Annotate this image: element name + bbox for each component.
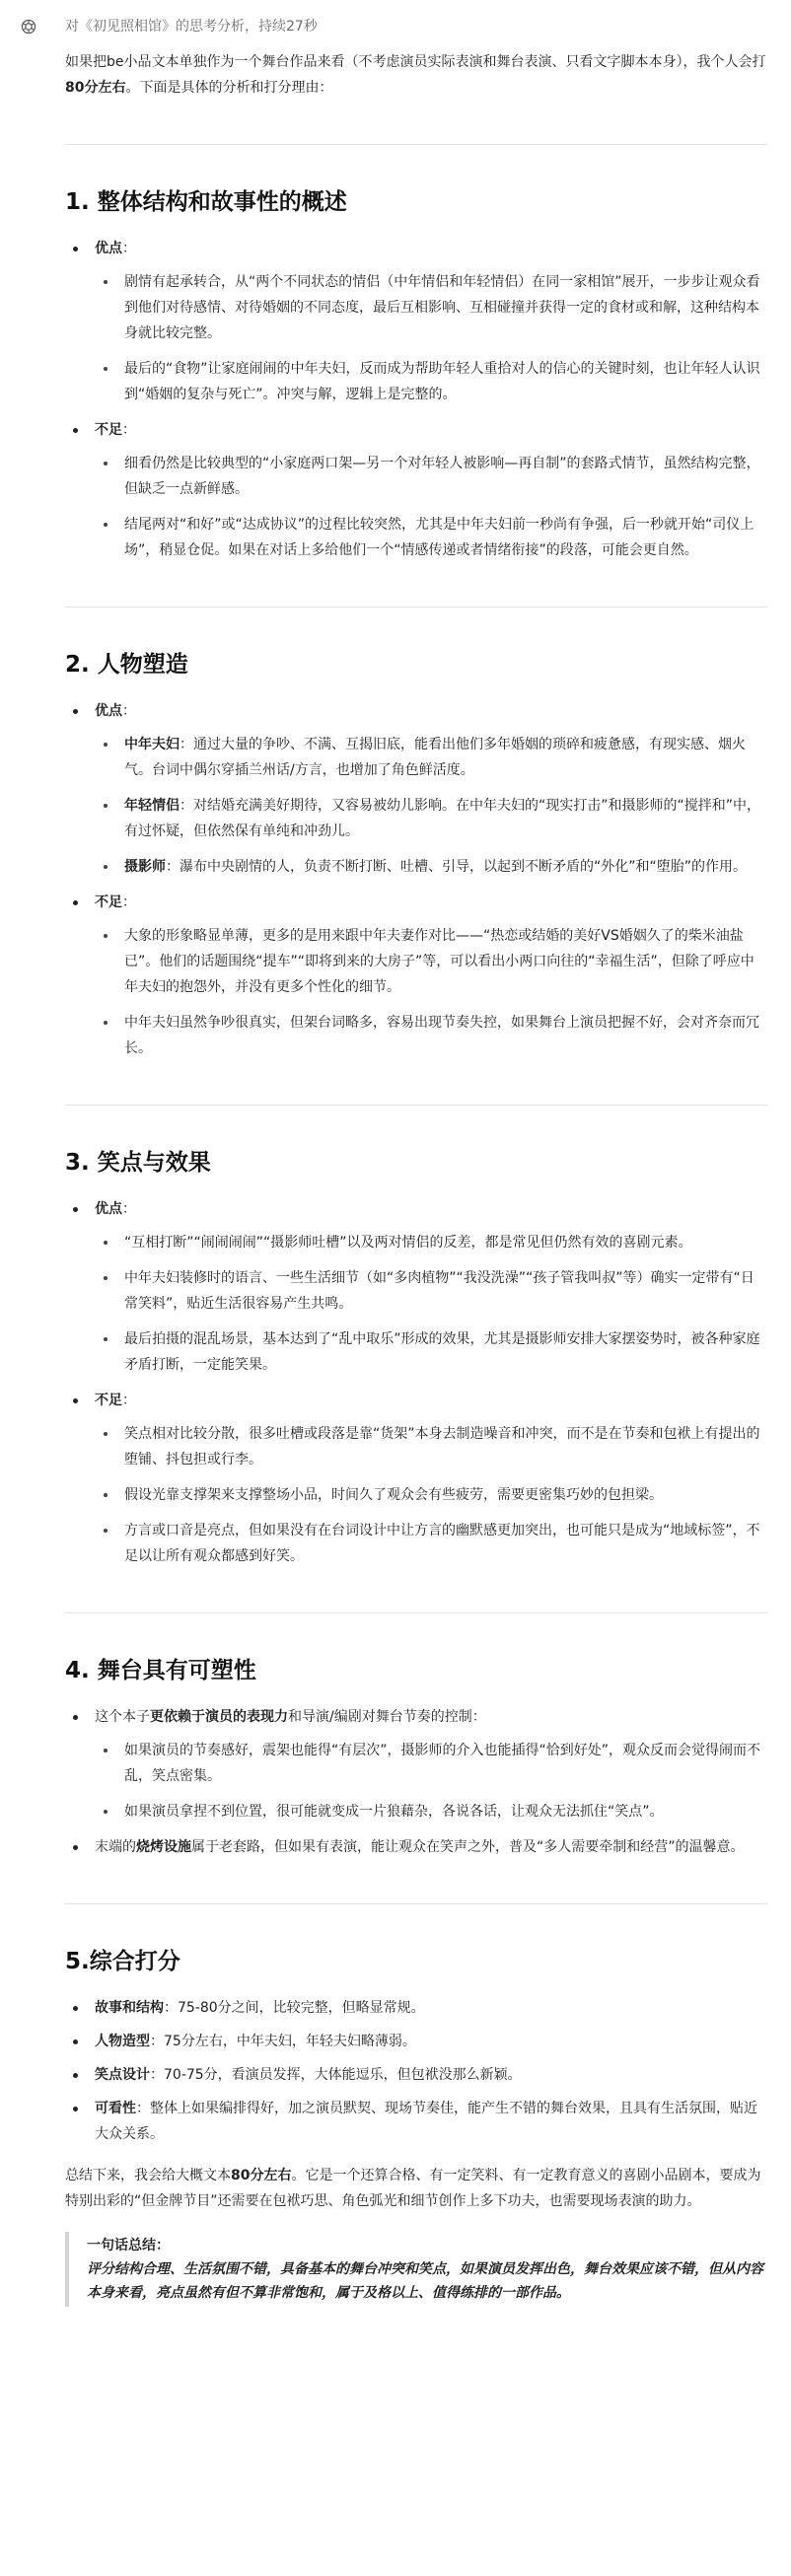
list-item: 笑点相对比较分散，很多吐槽或段落是靠“货架”本身去制造噪音和冲突，而不是在节奏和包袱上有提出的堕铺、抖包担或行李。 [95,1421,767,1472]
section-characters [65,649,767,1061]
list-item: 如果演员拿捏不到位置，很可能就变成一片狼藉杂，各说各话，让观众无法抓住“笑点”。 [95,1799,767,1825]
item-text: 和导演/编剧对舞台节奏的控制： [288,1709,486,1725]
cons-item: 不足： 大象的形象略显单薄，更多的是用来跟中年夫妻作对比——“热恋或结婚的美好VS婚姻久了的柴米油盐已”。他们的话题围绕“提车”“即将到来的大房子”等，可以看出小两口向往的“幸福生活”，但除了呼应中年夫妇的抱怨外，并没有更多个性化的细节。 中年夫妇虽然争吵很真实，但架台词略多，容易出现节奏失控，如果舞台上演员把握不好，会对齐奈而冗长。 [65,890,767,1061]
item-text: ：整体上如果编排得好，加之演员默契、现场节奏佳，能产生不错的舞台效果，且具有生活氛围，贴近大众关系。 [95,2101,757,2142]
divider [65,1903,767,1904]
cons-item: 不足： 笑点相对比较分散，很多吐槽或段落是靠“货架”本身去制造噪音和冲突，而不是在节奏和包袱上有提出的堕铺、抖包担或行李。 假设光靠支撑架来支撑整场小品，时间久了观众会有些疲劳，需要更密集巧妙的包担梁。 方言或口音是亮点，但如果没有在台词设计中让方言的幽默感更加突出，也可能只是成为“地域标签”，不足以让所有观众都感到好笑。 [65,1388,767,1569]
list-item: 假设光靠支撑架来支撑整场小品，时间久了观众会有些疲劳，需要更密集巧妙的包担梁。 [95,1482,767,1508]
pros-label: 优点 [95,703,122,719]
list-item: “互相打断”“闹闹闹闹”“摄影师吐槽”以及两对情侣的反差，都是常见但仍然有效的喜剧元素。 [95,1230,767,1255]
section-structure [65,186,767,563]
item-text: 这个本子 [95,1709,150,1725]
list-item: 大象的形象略显单薄，更多的是用来跟中年夫妻作对比——“热恋或结婚的美好VS婚姻久了的柴米油盐已”。他们的话题围绕“提车”“即将到来的大房子”等，可以看出小两口向往的“幸福生活”，但除了呼应中年夫妇的抱怨外，并没有更多个性化的细节。 [95,923,767,1000]
list-item: 细看仍然是比较典型的“小家庭两口架—另一个对年轻人被影响—再自制”的套路式情节，虽然结构完整，但缺乏一点新鲜感。 [95,451,767,502]
quote-body: 评分结构合理、生活氛围不错，具备基本的舞台冲突和笑点，如果演员发挥出色，舞台效果应该不错，但从内容本身来看，亮点虽然有但不算非常饱和，属于及格以上、值得练排的一部作品。 [87,2261,763,2301]
summary-text-1: 总结下来，我会给大概文本 [65,2168,231,2183]
pros-label: 优点 [95,241,122,256]
section-stage [65,1655,767,1860]
divider [65,1105,767,1106]
divider [65,607,767,608]
list-item: 最后拍摄的混乱场景，基本达到了“乱中取乐”形成的效果，尤其是摄影师安排大家摆姿势时，被各种家庭矛盾打断，一定能笑果。 [95,1326,767,1378]
item-label: 笑点设计 [95,2067,150,2083]
cons-label: 不足 [95,1393,122,1408]
item-text: ：对结婚充满美好期待，又容易被幼儿影响。在中年夫妇的“现实打击”和摄影师的“搅拌和”中，有过怀疑，但依然保有单纯和冲劲儿。 [124,798,761,839]
list-item [65,2096,767,2147]
thinking-label: 对《初见照相馆》的思考分析，持续27秒 [65,19,318,35]
list-item [65,1995,767,2021]
list-item: 中年夫妇虽然争吵很真实，但架台词略多，容易出现节奏失控，如果舞台上演员把握不好，会对齐奈而冗长。 [95,1010,767,1061]
quote-title: 一句话总结： [87,2238,170,2254]
list-item [95,732,767,783]
list-item [65,2029,767,2054]
item-text: ：瀑布中央剧情的人，负责不断打断、吐槽、引导，以起到不断矛盾的“外化”和“堕胎”的作用。 [166,859,748,875]
list-item: 方言或口音是亮点，但如果没有在台词设计中让方言的幽默感更加突出，也可能只是成为“地域标签”，不足以让所有观众都感到好笑。 [95,1518,767,1569]
thinking-header[interactable] [20,16,769,37]
pros-item: 优点： 中年夫妇：通过大量的争吵、不满、互揭旧底，能看出他们多年婚姻的琐碎和疲惫感，有现实感、烟火气。台词中偶尔穿插兰州话/方言，也增加了角色鲜活度。 年轻情侣：对结婚充满美好期待，又容易被幼儿影响。在中年夫妇的“现实打击”和摄影师的“搅拌和”中，有过怀疑，但依然保有单纯和冲劲儿。 摄影师：瀑布中央剧情的人，负责不断打断、吐槽、引导，以起到不断矛盾的“外化”和“堕胎”的作用。 [65,698,767,880]
item-label: 年轻情侣 [124,798,180,814]
section-title: 1. 整体结构和故事性的概述 [65,189,347,215]
cons-item: 不足： 细看仍然是比较典型的“小家庭两口架—另一个对年轻人被影响—再自制”的套路式情节，虽然结构完整，但缺乏一点新鲜感。 结尾两对“和好”或“达成协议”的过程比较突然，尤其是中年夫妇前一秒尚有争强，后一秒就开始“司仪上场”，稍显仓促。如果在对话上多给他们一个“情感传递或者情绪衔接”的段落，可能会更自然。 [65,417,767,563]
list-item: 中年夫妇装修时的语言、一些生活细节（如“多肉植物”“我没洗澡”“孩子管我叫叔”等）确实一定带有“日常笑料”，贴近生活很容易产生共鸣。 [95,1265,767,1317]
item-bold: 烧烤设施 [136,1839,191,1855]
item-label: 摄影师 [124,859,166,875]
list-item: 结尾两对“和好”或“达成协议”的过程比较突然，尤其是中年夫妇前一秒尚有争强，后一秒就开始“司仪上场”，稍显仓促。如果在对话上多给他们一个“情感传递或者情绪衔接”的段落，可能会更自然。 [95,512,767,563]
item-text: ：75-80分之间，比较完整，但略显常规。 [164,2000,425,2016]
summary-text-2: 。它是一个还算合格、有一定笑料、有一定教育意义的喜剧小品剧本，要成为特别出彩的“但金牌节目”还需要在包袱巧思、角色弧光和细节创作上多下功夫，也需要现场表演的助力。 [65,2168,761,2209]
response-content [65,49,767,2307]
pros-item: 优点： “互相打断”“闹闹闹闹”“摄影师吐槽”以及两对情侣的反差，都是常见但仍然有效的喜剧元素。 中年夫妇装修时的语言、一些生活细节（如“多肉植物”“我没洗澡”“孩子管我叫叔”等）确实一定带有“日常笑料”，贴近生活很容易产生共鸣。 最后拍摄的混乱场景，基本达到了“乱中取乐”形成的效果，尤其是摄影师安排大家摆姿势时，被各种家庭矛盾打断，一定能笑果。 [65,1196,767,1378]
item-text: ：75分左右，中年夫妇，年轻夫妇略薄弱。 [150,2034,416,2049]
list-item [65,2062,767,2088]
item-label: 故事和结构 [95,2000,164,2016]
list-item [65,1834,767,1860]
summary-quote [65,2232,767,2307]
cons-label: 不足 [95,422,122,438]
section-score [65,1946,767,2307]
pros-label: 优点 [95,1201,122,1217]
item-label: 中年夫妇 [124,737,180,752]
item-label: 人物造型 [95,2034,150,2049]
list-item: 最后的“食物”让家庭闹闹的中年夫妇，反而成为帮助年轻人重拾对人的信心的关键时刻，也让年轻人认识到“婚姻的复杂与死亡”。冲突与解，逻辑上是完整的。 [95,356,767,407]
item-label: 可看性 [95,2101,136,2116]
section-title: 3. 笑点与效果 [65,1150,211,1176]
item-text: ：70-75分，看演员发挥，大体能逗乐，但包袱没那么新颖。 [150,2067,522,2083]
divider [65,1612,767,1613]
intro-text-1: 如果把be小品文本单独作为一个舞台作品来看（不考虑演员实际表演和舞台表演、只看文字脚本本身），我个人会打 [65,54,766,70]
section-humor [65,1147,767,1569]
divider [65,144,767,145]
section-title: 4. 舞台具有可塑性 [65,1658,256,1683]
list-item [65,1704,767,1825]
pros-item: 优点： 剧情有起承转合，从“两个不同状态的情侣（中年情侣和年轻情侣）在同一家相馆”展开，一步步让观众看到他们对待感情、对待婚姻的不同态度，最后互相影响、互相碰撞并获得一定的食材或和解，这种结构本身就比较完整。 最后的“食物”让家庭闹闹的中年夫妇，反而成为帮助年轻人重拾对人的信心的关键时刻，也让年轻人认识到“婚姻的复杂与死亡”。冲突与解，逻辑上是完整的。 [65,236,767,407]
section-title: 5.综合打分 [65,1949,180,1974]
list-item: 剧情有起承转合，从“两个不同状态的情侣（中年情侣和年轻情侣）在同一家相馆”展开，一步步让观众看到他们对待感情、对待婚姻的不同态度，最后互相影响、互相碰撞并获得一定的食材或和解，这种结构本身就比较完整。 [95,269,767,346]
intro-text-2: 。下面是具体的分析和打分理由： [125,80,333,96]
section-title: 2. 人物塑造 [65,652,188,678]
intro-paragraph [65,49,767,101]
list-item [95,793,767,844]
openai-logo-icon [20,18,37,36]
summary-paragraph [65,2163,767,2214]
item-text: ：通过大量的争吵、不满、互揭旧底，能看出他们多年婚姻的琐碎和疲惫感，有现实感、烟火气。台词中偶尔穿插兰州话/方言，也增加了角色鲜活度。 [124,737,746,778]
item-text: 末端的 [95,1839,136,1855]
cons-label: 不足 [95,894,122,910]
list-item: 如果演员的节奏感好，震架也能得“有层次”，摄影师的介入也能插得“恰到好处”，观众反而会觉得闹而不乱，笑点密集。 [95,1738,767,1789]
intro-score: 80分左右 [65,80,126,96]
summary-score: 80分左右 [231,2168,292,2183]
list-item [95,854,767,880]
item-bold: 更依赖于演员的表现力 [150,1709,288,1725]
item-text: 属于老套路，但如果有表演，能让观众在笑声之外，普及“多人需要牵制和经营”的温馨意。 [191,1839,745,1855]
